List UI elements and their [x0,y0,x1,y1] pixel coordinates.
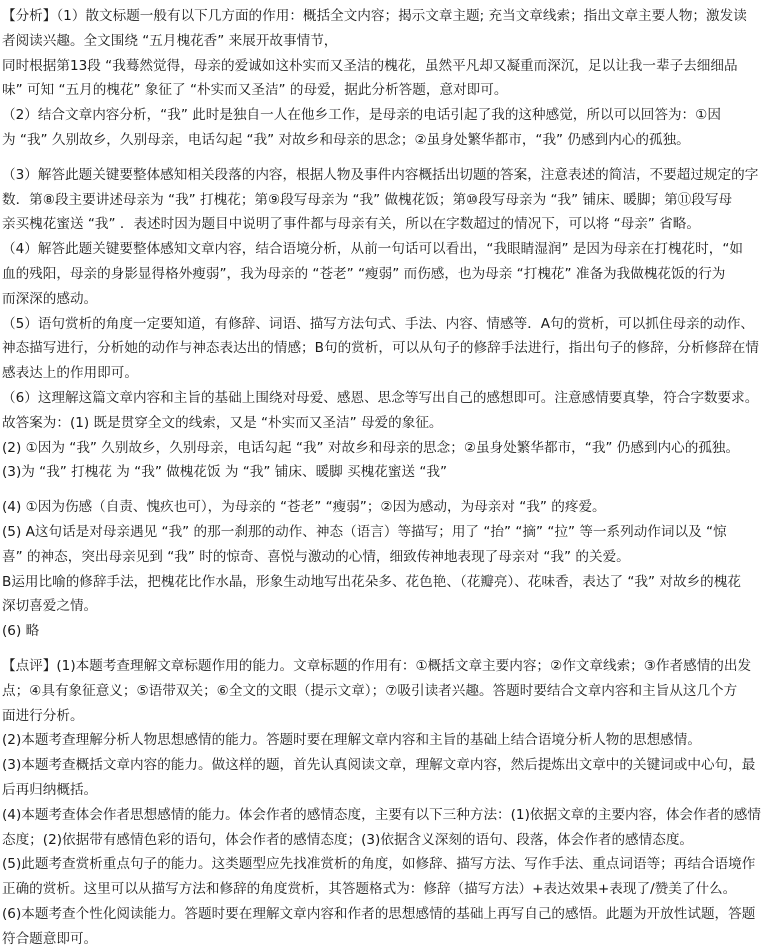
comment-5 [2,852,774,902]
text-line: 血的残阳，母亲的身影显得格外瘦弱”，我为母亲的 “苍老” “瘦弱” 而伤感，也为母亲 “打槐花” 准备为我做槐花饭的行为 [2,265,726,282]
analysis-section [2,4,774,411]
text-line: 喜” 的神态，突出母亲见到 “我” 时的惊奇、喜悦与激动的心情，细致传神地表现了母亲对 “我” 的关爱。 [2,548,630,565]
text-line: 同时根据第13段 “我蓦然觉得，母亲的爱诚如这朴实而又圣洁的槐花，虽然平凡却又凝重而深沉，足以让我一辈子去细细品 [2,57,738,74]
analysis-paragraph-4 [2,237,774,311]
answer-6 [2,619,774,644]
text-line: 数．第⑧段主要讲述母亲为 “我” 打槐花；第⑨段写母亲为 “我” 做槐花饭；第⑩段写母亲为 “我” 铺床、暖脚；第⑪段写母 [2,191,733,208]
text-line: 符合题意即可。 [2,930,98,947]
comment-2 [2,728,774,753]
analysis-paragraph-6 [2,386,774,411]
analysis-paragraph-3 [2,163,774,237]
text-line: (2)本题考查理解分析人物思想感情的能力。答题时要在理解文章内容和主旨的基础上结合语境分析人物的思想感情。 [2,732,701,749]
text-line: (6) 略 [2,623,40,640]
comment-3 [2,753,774,803]
comment-1 [2,654,774,728]
text-line: 【点评】(1)本题考查理解文章标题作用的能力。文章标题的作用有：①概括文章主要内容；②作文章线索；③作者感情的出发 [2,657,752,674]
comments-section [2,654,774,951]
text-line: 为 “我” 久别故乡，久别母亲，电话勾起 “我” 对故乡和母亲的思念；②虽身处繁华都市，“我” 仍感到内心的孤独。 [2,131,690,148]
text-line: 面进行分析。 [2,707,84,724]
text-line: 深切喜爱之情。 [2,598,98,615]
text-line: (6)本题考查个性化阅读能力。答题时要在理解文章内容和作者的思想感情的基础上再写自己的感悟。此题为开放性试题，答题 [2,905,756,922]
text-line: 【分析】（1）散文标题一般有以下几方面的作用：概括全文内容；揭示文章主题; 充当文章线索；指出文章主要人物；激发读 [2,8,747,24]
text-line: （2）结合文章内容分析，“我” 此时是独自一人在他乡工作，是母亲的电话引起了我的这种感觉，所以可以回答为：①因 [2,107,721,124]
text-line: 味” 可知 “五月的槐花” 象征了 “朴实而又圣洁” 的母爱，据此分析答题，意对即可。 [2,82,508,99]
analysis-paragraph-1 [2,4,774,103]
answer-4 [2,495,774,520]
text-line: (4) ①因为伤感（自责、愧疚也可），为母亲的 “苍老” “瘦弱”；②因为感动，为母亲对 “我” 的疼爱。 [2,499,606,516]
text-line: 而深深的感动。 [2,290,98,307]
answer-1 [2,411,774,436]
text-line: 感表达上的作用即可。 [2,365,138,382]
text-line: 态度；(2)依据带有感情色彩的语句，体会作者的感情态度；(3)依据含义深刻的语句、段落，体会作者的感情态度。 [2,831,694,848]
text-line: 故答案为：(1) 既是贯穿全文的线索，又是 “朴实而又圣洁” 母爱的象征。 [2,414,443,431]
comment-4 [2,803,774,853]
text-line: 亲买槐花蜜送 “我” ．表述时因为题目中说明了事件都与母亲有关，所以在字数超过的情况下，可以将 “母亲” 省略。 [2,216,700,233]
text-line: 正确的赏析。这里可以从描写方法和修辞的角度赏析，其答题格式为：修辞（描写方法）+表达效果+表现了/赞美了什么。 [2,881,737,898]
comment-6 [2,902,774,951]
text-line: （6）这理解这篇文章内容和主旨的基础上围绕对母爱、感恩、思念等写出自己的感想即可。注意感情要真挚，符合字数要求。 [2,389,759,406]
text-line: (5)此题考查赏析重点句子的能力。这类题型应先找准赏析的角度，如修辞、描写方法、写作手法、重点词语等；再结合语境作 [2,856,756,873]
text-line: (4)本题考查体会作者思想感情的能力。体会作者的感情态度，主要有以下三种方法：(1)依据文章的主要内容，体会作者的感情 [2,806,761,823]
text-line: （4）解答此题关键要整体感知文章内容，结合语境分析，从前一句话可以看出，“我眼睛湿润” 是因为母亲在打槐花时，“如 [2,241,743,258]
text-line: 点；④具有象征意义；⑤语带双关；⑥全文的文眼（提示文章）；⑦吸引读者兴趣。答题时要结合文章内容和主旨从这几个方 [2,682,738,699]
text-line: 神态描写进行，分析她的动作与神态表达出的情感；B句的赏析，可以从句子的修辞手法进行，指出句子的修辞，分析修辞在情 [2,340,759,357]
text-line: (3)为 “我” 打槐花 为 “我” 做槐花饭 为 “我” 铺床、暖脚 买槐花蜜送 “我” [2,464,448,481]
answer-5 [2,520,774,619]
text-line: 者阅读兴趣。全文围绕 “五月槐花香” 来展开故事情节， [2,32,338,49]
analysis-paragraph-5 [2,312,774,386]
analysis-paragraph-2 [2,103,774,153]
text-line: B运用比喻的修辞手法，把槐花比作水晶，形象生动地写出花朵多、花色艳、（花瓣亮）、花味香，表达了 “我” 对故乡的槐花 [2,573,741,590]
text-line: （3）解答此题关键要整体感知相关段落的内容，根据人物及事件内容概括出切题的答案，注意表述的简洁，不要超过规定的字 [2,166,759,183]
text-line: 后再归纳概括。 [2,781,98,798]
text-line: （5）语句赏析的角度一定要知道，有修辞、词语、描写方法句式、手法、内容、情感等．A句的赏析，可以抓住母亲的动作、 [2,315,755,332]
text-line: (2) ①因为 “我” 久别故乡，久别母亲，电话勾起 “我” 对故乡和母亲的思念；②虽身处繁华都市，“我” 仍感到内心的孤独。 [2,439,740,456]
text-line: (5) A这句话是对母亲遇见 “我” 的那一刹那的动作、神态（语言）等描写；用了 “抬” “摘” “拉” 等一系列动作词以及 “惊 [2,523,727,540]
answer-2 [2,436,774,461]
text-line: (3)本题考查概括文章内容的能力。做这样的题，首先认真阅读文章，理解文章内容，然后提炼出文章中的关键词或中心句，最 [2,757,756,774]
answers-section [2,411,774,644]
answer-3 [2,460,774,485]
